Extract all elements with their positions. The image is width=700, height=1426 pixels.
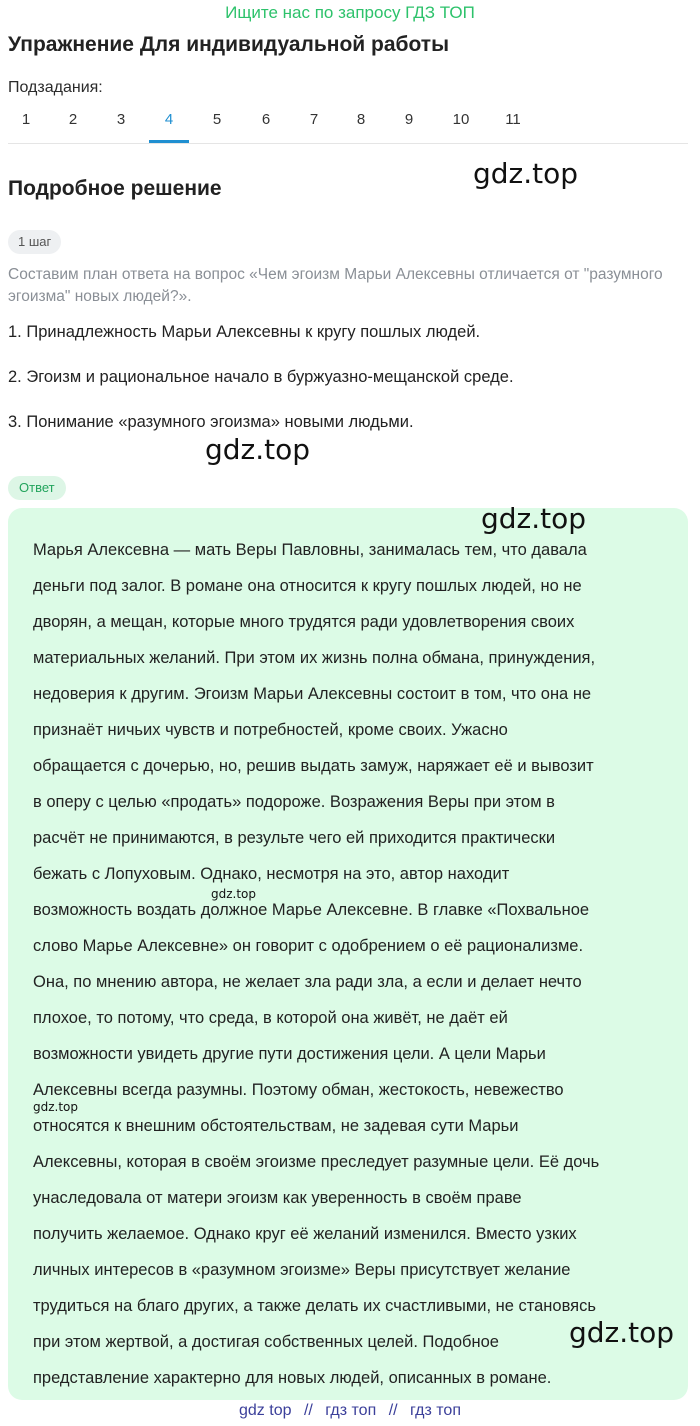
tab-subtask-11[interactable]: 11 [505, 111, 521, 128]
answer-badge: Ответ [8, 476, 66, 500]
answer-line: дворян, а мещан, которые много трудятся ради удовлетворения своих [33, 613, 575, 631]
tab-subtask-2[interactable]: 2 [68, 111, 78, 128]
watermark: gdz.top [33, 1100, 79, 1114]
footer-links [0, 1402, 700, 1420]
answer-line: Она, по мнению автора, не желает зла ради зла, а если и делает нечто [33, 973, 582, 991]
answer-line: возможности увидеть другие пути достижения цели. А цели Марьи [33, 1045, 546, 1063]
answer-line: возможность воздать должное Марье Алексевне. В главке «Похвальное [33, 901, 590, 919]
answer-line: Алексевны, которая в своём эгоизме преследует разумные цели. Её дочь [33, 1153, 600, 1171]
footer-link-gdz-top[interactable]: gdz top [239, 1402, 292, 1419]
watermark: gdz.top [211, 887, 257, 901]
plan-item-3: 3. Понимание «разумного эгоизма» новыми людьми. [8, 413, 414, 431]
answer-line: расчёт не принимаются, в результе чего ей приходится практически [33, 829, 556, 847]
subtasks-label: Подзадания: [8, 79, 103, 96]
answer-line: обращается с дочерью, но, решив выдать замуж, наряжает её и вывозит [33, 757, 594, 775]
answer-line: материальных желаний. При этом их жизнь полна обмана, принуждения, [33, 649, 596, 667]
answer-line: недоверия к другим. Эгоизм Марьи Алексевны состоит в том, что она не [33, 685, 592, 703]
answer-line: получить желаемое. Однако круг её желаний изменился. Вместо узких [33, 1225, 577, 1243]
footer-separator: // [303, 1402, 313, 1419]
tabs-divider [8, 143, 688, 144]
tab-subtask-4[interactable]: 4 [149, 103, 189, 143]
exercise-title: Упражнение Для индивидуальной работы [8, 33, 450, 56]
answer-line: представление характерно для новых людей, описанных в романе. [33, 1369, 552, 1387]
watermark: gdz.top [473, 157, 579, 190]
answer-line: относятся к внешним обстоятельствам, не задевая сути Марьи [33, 1117, 519, 1135]
answer-line: при этом жертвой, а достигая собственных целей. Подобное [33, 1333, 499, 1351]
tab-subtask-6[interactable]: 6 [261, 111, 271, 128]
tab-subtask-7[interactable]: 7 [309, 111, 319, 128]
answer-line: личных интересов в «разумном эгоизме» Веры присутствует желание [33, 1261, 571, 1279]
answer-line: в оперу с целью «продать» подороже. Возражения Веры при этом в [33, 793, 555, 811]
solution-intro: Составим план ответа на вопрос «Чем эгоизм Марьи Алексевны отличается от "разумного эгоизма" новых людей?». [8, 266, 663, 305]
footer-link-gdz-top-ru-2[interactable]: гдз топ [410, 1402, 461, 1419]
answer-line: слово Марье Алексевне» он говорит с одобрением о её рационализме. [33, 937, 584, 955]
footer-link-gdz-top-ru[interactable]: гдз топ [325, 1402, 377, 1419]
tab-subtask-1[interactable]: 1 [21, 111, 31, 128]
watermark: gdz.top [569, 1316, 675, 1349]
tab-subtask-5[interactable]: 5 [212, 111, 222, 128]
answer-line: признаёт ничьих чувств и потребностей, кроме своих. Ужасно [33, 721, 508, 739]
watermark: gdz.top [205, 433, 311, 466]
tab-subtask-10[interactable]: 10 [452, 111, 470, 128]
footer-separator: // [388, 1402, 398, 1419]
watermark: gdz.top [481, 502, 587, 535]
answer-line: деньги под залог. В романе она относится к кругу пошлых людей, но не [33, 577, 582, 595]
plan-item-2: 2. Эгоизм и рациональное начало в буржуазно-мещанской среде. [8, 368, 514, 386]
answer-line: Марья Алексевна — мать Веры Павловны, занималась тем, что давала [33, 541, 587, 559]
answer-line: бежать с Лопуховым. Однако, несмотря на это, автор находит [33, 865, 510, 883]
subtask-tabs [0, 103, 540, 143]
answer-line: Алексевны всегда разумны. Поэтому обман, жестокость, невежество [33, 1081, 564, 1099]
tab-subtask-9[interactable]: 9 [404, 111, 414, 128]
promo-banner[interactable]: Ищите нас по запросу ГДЗ ТОП [225, 3, 475, 22]
answer-line: унаследовала от матери эгоизм как уверенность в своём праве [33, 1189, 522, 1207]
answer-line: плохое, то потому, что среда, в которой она живёт, не даёт ей [33, 1009, 508, 1027]
answer-line: трудиться на благо других, а также делать их счастливыми, не становясь [33, 1297, 596, 1315]
step-badge: 1 шаг [8, 230, 61, 254]
tab-subtask-3[interactable]: 3 [116, 111, 126, 128]
solution-title: Подробное решение [8, 177, 222, 200]
tab-subtask-8[interactable]: 8 [356, 111, 366, 128]
plan-item-1: 1. Принадлежность Марьи Алексевны к кругу пошлых людей. [8, 323, 481, 341]
